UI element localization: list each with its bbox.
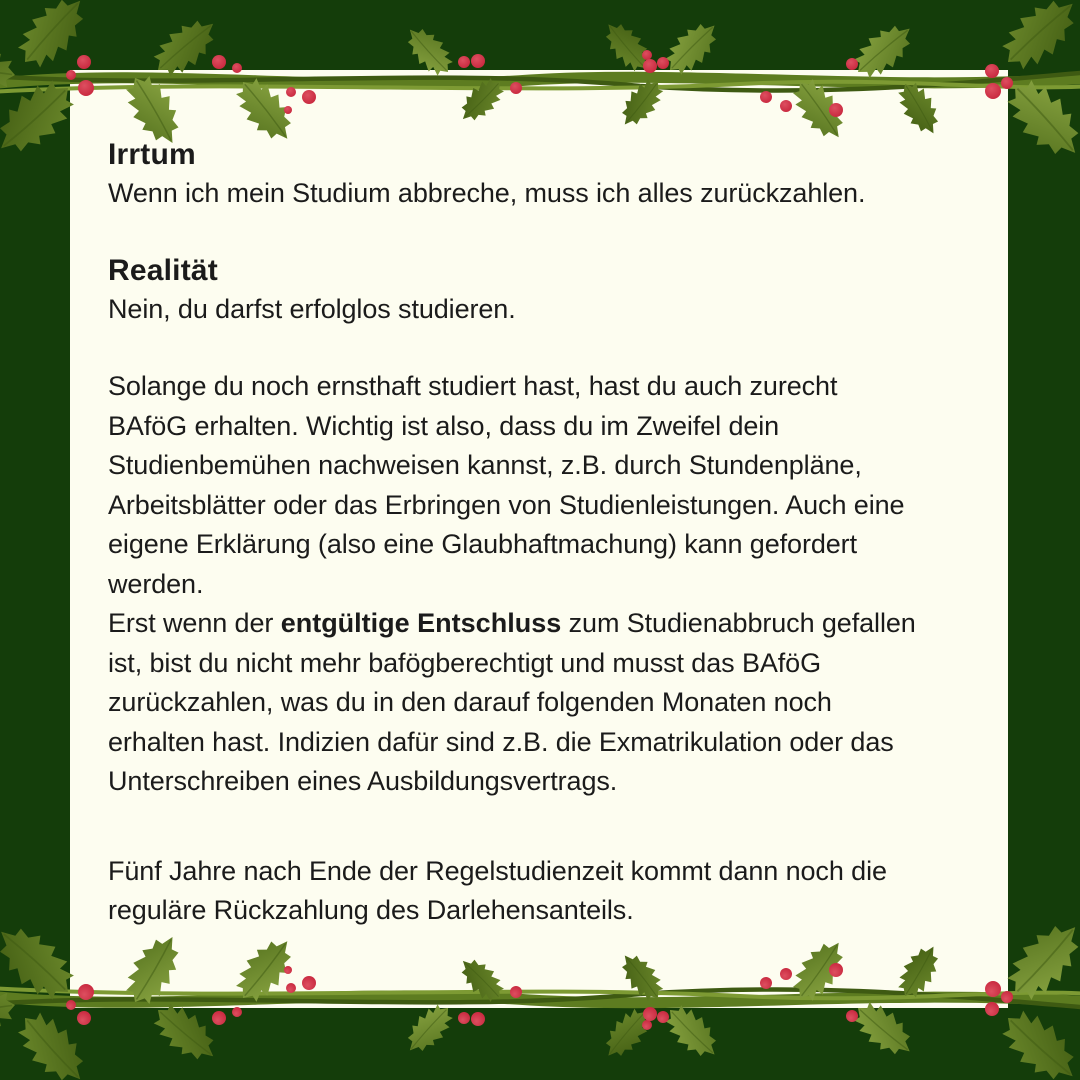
- line-prefix: Erst wenn der: [108, 608, 281, 638]
- text-line: BAföG erhalten. Wichtig ist also, dass du im Zweifel dein: [108, 410, 780, 441]
- text-line: Studienbemühen nachweisen kannst, z.B. durch Stundenpläne,: [108, 450, 862, 480]
- bold-emphasis: entgültige Entschluss: [280, 608, 562, 638]
- text-line: Arbeitsblätter oder das Erbringen von Studienleistungen. Auch eine: [108, 489, 905, 520]
- text-line: zurückzahlen, was du in den darauf folgenden Monaten noch: [108, 687, 832, 717]
- body-paragraph-1: [108, 367, 988, 604]
- myth-heading: Irrtum: [108, 138, 196, 171]
- body-paragraph-3: [108, 852, 988, 931]
- spacer: [108, 329, 988, 367]
- myth-statement: Wenn ich mein Studium abbreche, muss ich alles zurückzahlen.: [108, 178, 866, 208]
- holly-garland-bottom: [0, 920, 1080, 1080]
- text-line: Solange du noch ernsthaft studiert hast, hast du auch zurecht: [108, 371, 838, 401]
- text-line: erhalten hast. Indizien dafür sind z.B. die Exmatrikulation oder das: [108, 726, 894, 757]
- line-suffix: zum Studienabbruch gefallen: [561, 608, 916, 638]
- reality-statement: Nein, du darfst erfolglos studieren.: [108, 293, 516, 324]
- text-line: [108, 604, 988, 644]
- text-block: [108, 136, 988, 931]
- text-line: werden.: [108, 568, 204, 599]
- spacer: [108, 802, 988, 852]
- text-line: Fünf Jahre nach Ende der Regelstudienzeit kommt dann noch die: [108, 855, 887, 886]
- text-line: ist, bist du nicht mehr bafögberechtigt und musst das BAföG: [108, 647, 821, 678]
- text-line: reguläre Rückzahlung des Darlehensanteils.: [108, 895, 634, 925]
- text-line: eigene Erklärung (also eine Glaubhaftmachung) kann gefordert: [108, 529, 857, 559]
- spacer: [108, 214, 988, 252]
- reality-heading: Realität: [108, 253, 218, 287]
- text-line: Unterschreiben eines Ausbildungsvertrags.: [108, 766, 618, 796]
- paragraph2-lines: [108, 644, 988, 802]
- body-paragraph-2: [108, 604, 988, 802]
